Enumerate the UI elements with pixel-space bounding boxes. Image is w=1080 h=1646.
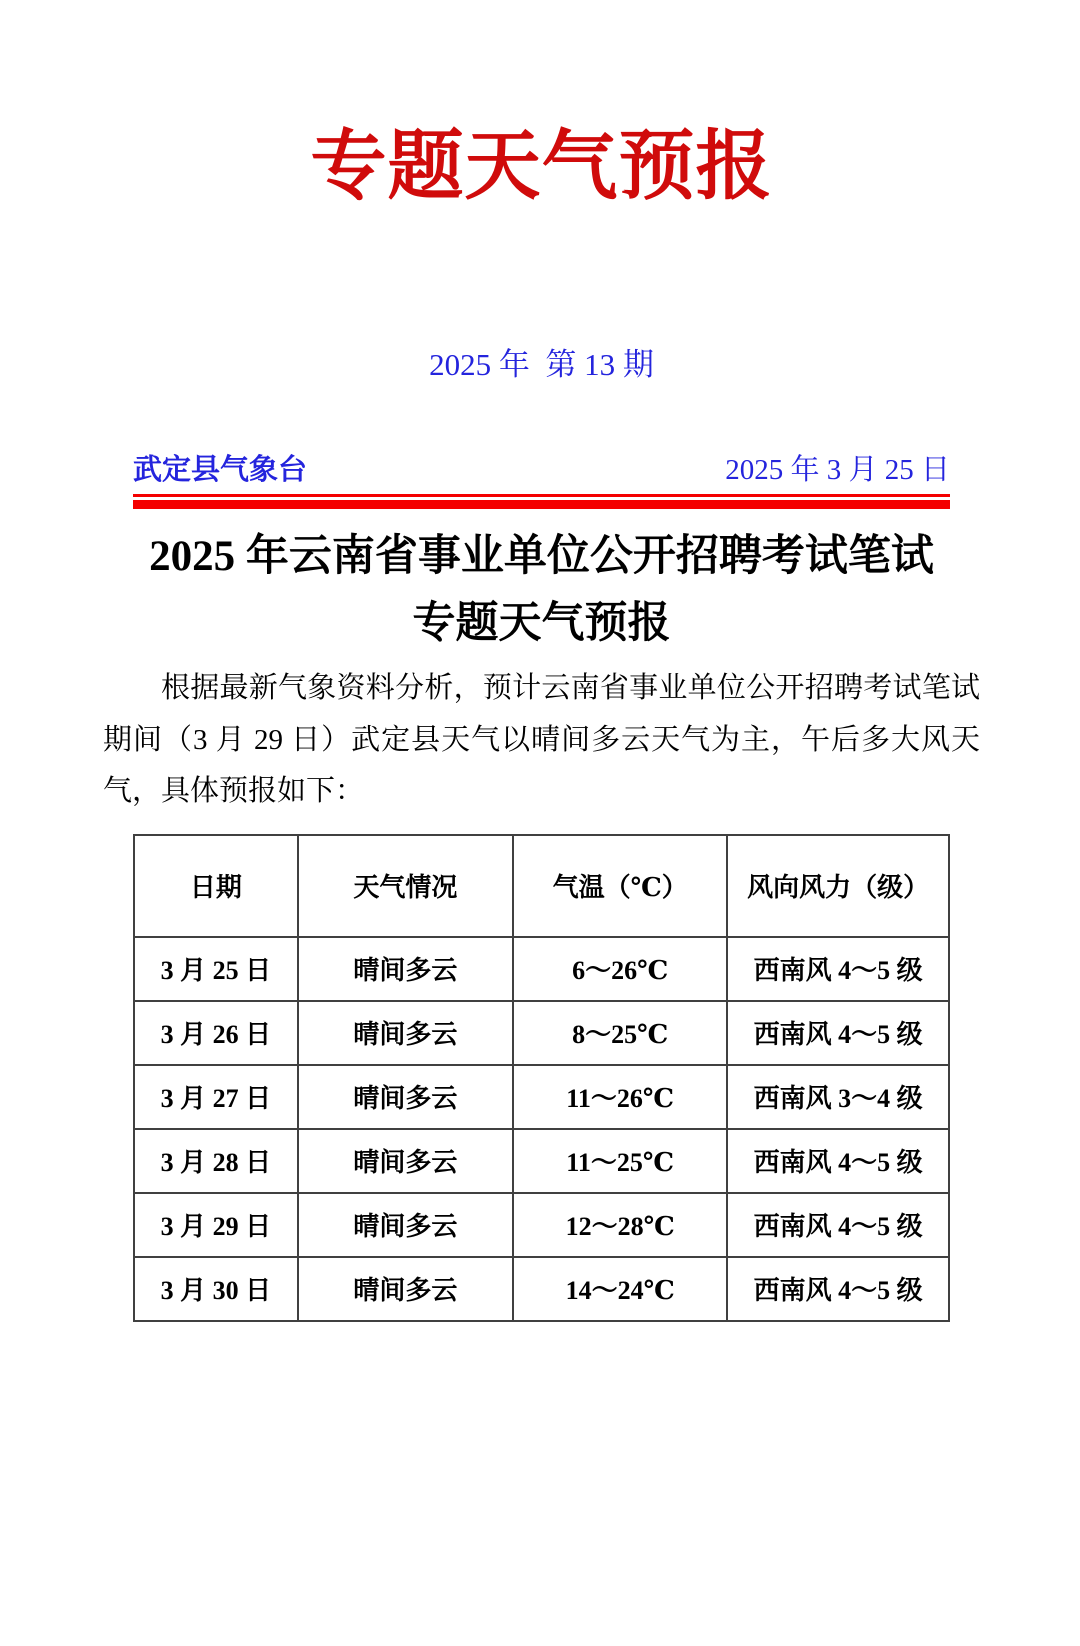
cell-temp: 8～25℃ [513,1001,727,1065]
cell-weather: 晴间多云 [298,1065,513,1129]
cell-date: 3 月 26 日 [134,1001,298,1065]
cell-date: 3 月 29 日 [134,1193,298,1257]
cell-temp: 11～26℃ [513,1065,727,1129]
forecast-row [134,1129,949,1193]
forecast-row [134,1065,949,1129]
cell-weather: 晴间多云 [298,1129,513,1193]
document-title [103,523,980,657]
cell-temp: 11～25℃ [513,1129,727,1193]
issuing-agency: 武定县气象台 [133,454,308,487]
issue-date: 2025 年 3 月 25 日 [725,454,950,487]
cell-temp: 14～24℃ [513,1257,727,1321]
masthead-row [133,450,950,491]
cell-wind: 西南风 3～4 级 [727,1065,949,1129]
forecast-row [134,937,949,1001]
masthead-title: 专题天气预报 [310,125,773,209]
forecast-table-header-row [134,835,949,937]
column-header: 风向风力（级） [727,835,949,937]
cell-temp: 12～28℃ [513,1193,727,1257]
cell-wind: 西南风 4～5 级 [727,1129,949,1193]
forecast-table [133,834,950,1322]
forecast-row [134,1001,949,1065]
column-header: 日期 [134,835,298,937]
forecast-row [134,1193,949,1257]
cell-date: 3 月 27 日 [134,1065,298,1129]
document-title-line2: 专题天气预报 [412,599,671,647]
forecast-table-body [134,937,949,1321]
document-title-line1: 2025 年云南省事业单位公开招聘考试笔试 [149,532,934,580]
cell-weather: 晴间多云 [298,1001,513,1065]
cell-wind: 西南风 4～5 级 [727,1257,949,1321]
cell-date: 3 月 25 日 [134,937,298,1001]
cell-weather: 晴间多云 [298,1257,513,1321]
rule-thick-line [133,500,950,509]
cell-temp: 6～26℃ [513,937,727,1001]
rule-thin-line [133,494,950,497]
cell-wind: 西南风 4～5 级 [727,1001,949,1065]
issue-number: 2025 年 第 13 期 [429,346,654,382]
cell-date: 3 月 28 日 [134,1129,298,1193]
cell-date: 3 月 30 日 [134,1257,298,1321]
cell-wind: 西南风 4～5 级 [727,937,949,1001]
column-header: 气温（℃） [513,835,727,937]
document-page [0,118,1080,1646]
column-header: 天气情况 [298,835,513,937]
cell-wind: 西南风 4～5 级 [727,1193,949,1257]
forecast-summary-paragraph: 根据最新气象资料分析，预计云南省事业单位公开招聘考试笔试期间（3 月 29 日）武定县天气以晴间多云天气为主，午后多大风天气，具体预报如下： [103,671,980,808]
masthead-double-rule [133,494,950,509]
cell-weather: 晴间多云 [298,1193,513,1257]
forecast-row [134,1257,949,1321]
cell-weather: 晴间多云 [298,937,513,1001]
